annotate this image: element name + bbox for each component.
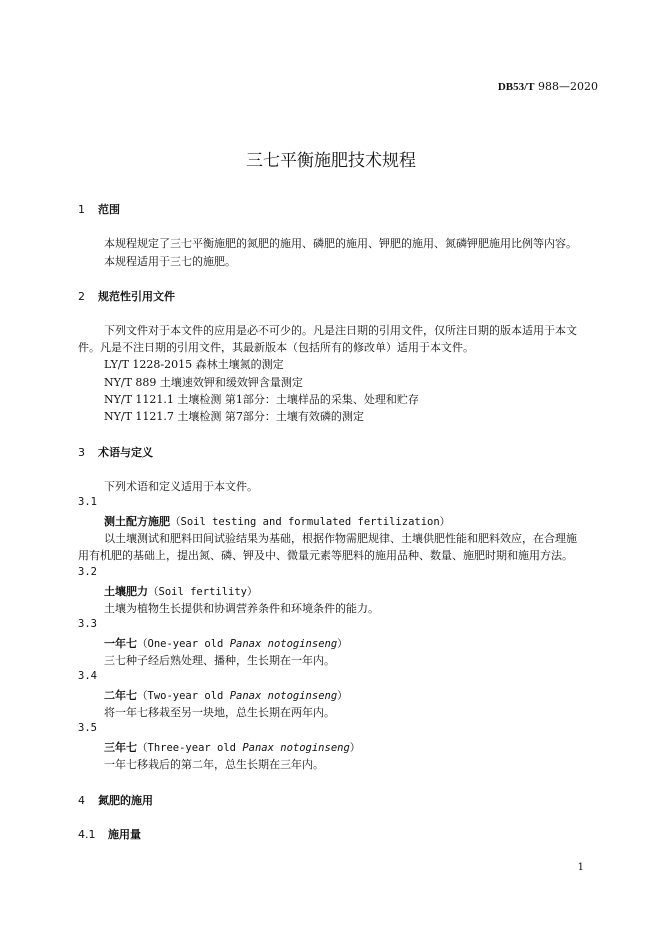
term-number: 3.1: [78, 496, 97, 508]
term-definition: 将一年七移栽至另一块地，总生长期在两年内。: [104, 706, 335, 719]
term-english-suffix: ）: [337, 638, 348, 650]
reference-item: NY/T 889 土壤速效钾和缓效钾含量测定: [104, 376, 303, 389]
section-number: 2: [78, 290, 85, 303]
term-3-2: [104, 583, 258, 599]
term-definition: 土壤为植物生长提供和协调营养条件和环境条件的能力。: [104, 602, 379, 615]
term-name: 土壤肥力: [104, 585, 148, 598]
section-number: 4: [78, 794, 85, 807]
section-number: 3: [78, 446, 85, 459]
reference-item: NY/T 1121.1 土壤检测 第1部分：土壤样品的采集、处理和贮存: [104, 393, 419, 406]
term-name: 测土配方施肥: [104, 515, 170, 528]
subsection-number: 4.1: [78, 828, 96, 841]
term-number: 3.5: [78, 722, 97, 734]
section-title: 范围: [98, 203, 120, 216]
section-title: 氮肥的施用: [98, 794, 153, 807]
term-english: （Soil testing and formulated fertilization）: [170, 516, 451, 528]
term-3-1: [104, 513, 450, 529]
subsection-4-1-heading: [78, 826, 141, 842]
term-latin-name: Panax notoginseng: [242, 742, 350, 754]
term-3-4: [104, 687, 348, 703]
standard-code: 988—2020: [538, 80, 598, 93]
term-latin-name: Panax notoginseng: [229, 690, 338, 702]
term-english: [137, 690, 348, 702]
term-definition: 以土壤测试和肥料田间试验结果为基础，根据作物需肥规律、土壤供肥性能和肥料效应，在合理施: [104, 532, 577, 545]
subsection-title: 施用量: [108, 828, 141, 841]
page-number: 1: [577, 862, 584, 873]
term-number: 3.4: [78, 670, 97, 682]
term-3-3: [104, 635, 348, 651]
term-english-prefix: （Two-year old: [137, 690, 230, 702]
term-definition: 一年七移栽后的第二年，总生长期在三年内。: [104, 758, 324, 771]
term-number: 3.3: [78, 618, 97, 630]
term-name: 二年七: [104, 689, 137, 702]
section-4-heading: [78, 792, 153, 808]
term-english-suffix: ）: [337, 690, 348, 702]
term-number: 3.2: [78, 566, 97, 578]
term-english-suffix: ）: [349, 742, 361, 754]
section-number: 1: [78, 203, 85, 216]
term-english: [137, 638, 348, 650]
reference-item: LY/T 1228-2015 森林土壤氮的测定: [104, 358, 284, 371]
section-1-heading: [78, 201, 120, 217]
section-1-paragraph-1: 本规程规定了三七平衡施肥的氮肥的施用、磷肥的施用、钾肥的施用、氮磷钾肥施用比例等内容。: [104, 237, 577, 250]
standard-prefix: DB53/T: [497, 81, 535, 93]
section-3-intro: 下列术语和定义适用于本文件。: [104, 480, 258, 493]
reference-item: NY/T 1121.7 土壤检测 第7部分：土壤有效磷的测定: [104, 410, 364, 423]
section-title: 规范性引用文件: [98, 290, 175, 303]
term-english-prefix: （One-year old: [137, 638, 230, 650]
term-english-prefix: （Three-year old: [137, 742, 243, 754]
section-3-heading: [78, 444, 153, 460]
term-definition: 三七种子经后熟处理、播种，生长期在一年内。: [104, 654, 335, 667]
term-name: 三年七: [104, 741, 137, 754]
term-english: （Soil fertility）: [148, 586, 258, 598]
term-name: 一年七: [104, 637, 137, 650]
standard-number: [498, 80, 598, 93]
term-english: [137, 742, 360, 754]
document-title: 三七平衡施肥技术规程: [246, 151, 416, 171]
section-1-paragraph-2: 本规程适用于三七的施肥。: [104, 255, 236, 268]
term-definition-cont: 用有机肥的基础上，提出氮、磷、钾及中、微量元素等肥料的施用品种、数量、施肥时期和施用方法。: [78, 549, 573, 562]
section-title: 术语与定义: [98, 446, 153, 459]
term-latin-name: Panax notoginseng: [229, 638, 338, 650]
term-3-5: [104, 739, 360, 755]
section-2-heading: [78, 288, 175, 304]
section-2-paragraph-line-1: 下列文件对于本文件的应用是必不可少的。凡是注日期的引用文件，仅所注日期的版本适用于本文: [104, 324, 577, 337]
section-2-paragraph-line-2: 件。凡是不注日期的引用文件，其最新版本（包括所有的修改单）适用于本文件。: [78, 341, 474, 354]
